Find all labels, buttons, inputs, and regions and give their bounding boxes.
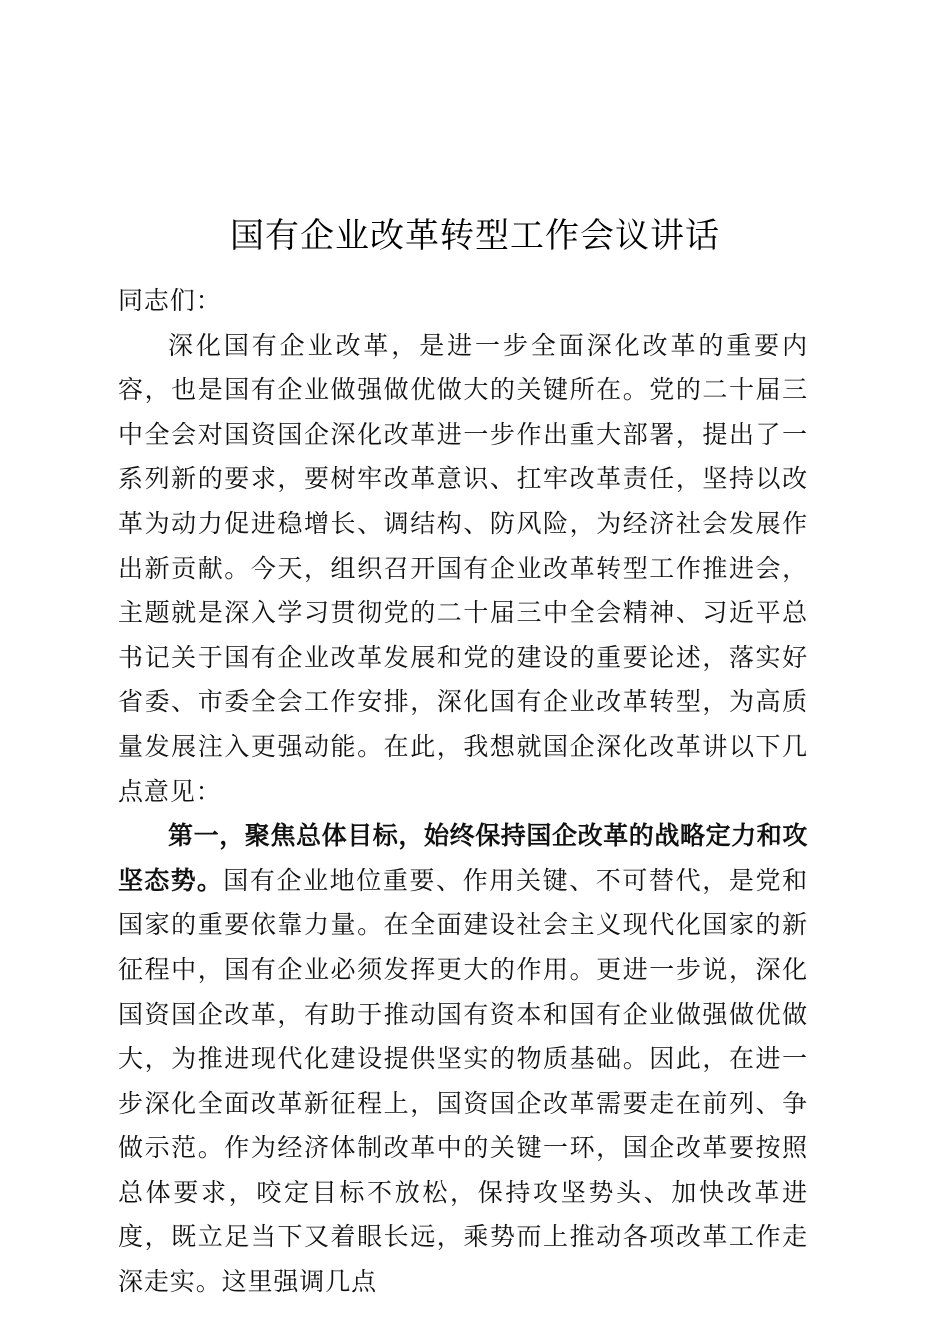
salutation: 同志们： [118,286,222,315]
document-body [118,279,808,1305]
intro-paragraph: 深化国有企业改革，是进一步全面深化改革的重要内容，也是国有企业做强做优做大的关键所在。党的二十届三中全会对国资国企深化改革进一步作出重大部署，提出了一系列新的要求，要树牢改革意识、扛牢改革责任，坚持以改革为动力促进稳增长、调结构、防风险，为经济社会发展作出新贡献。今天，组织召开国有企业改革转型工作推进会，主题就是深入学习贯彻党的二十届三中全会精神、习近平总书记关于国有企业改革发展和党的建设的重要论述，落实好省委、市委全会工作安排，深化国有企业改革转型，为高质量发展注入更强动能。在此，我想就国企深化改革讲以下几点意见： [118,330,808,806]
section-1-heading: 第一，聚焦总体目标，始终保持国企改革的战略定力和攻坚态势。 [118,821,809,895]
section-1-paragraph [118,814,808,1305]
document-title: 国有企业改革转型工作会议讲话 [230,216,720,256]
section-1-body: 国有企业地位重要、作用关键、不可替代，是党和国家的重要依靠力量。在全面建设社会主义现代化国家的新征程中，国有企业必须发挥更大的作用。更进一步说，深化国资国企改革，有助于推动国有资本和国有企业做强做优做大，为推进现代化建设提供坚实的物质基础。因此，在进一步深化全面改革新征程上，国资国企改革需要走在前列、争做示范。作为经济体制改革中的关键一环，国企改革要按照总体要求，咬定目标不放松，保持攻坚势头、加快改革进度，既立足当下又着眼长远，乘势而上推动各项改革工作走深走实。这里强调几点 [118,865,808,1297]
